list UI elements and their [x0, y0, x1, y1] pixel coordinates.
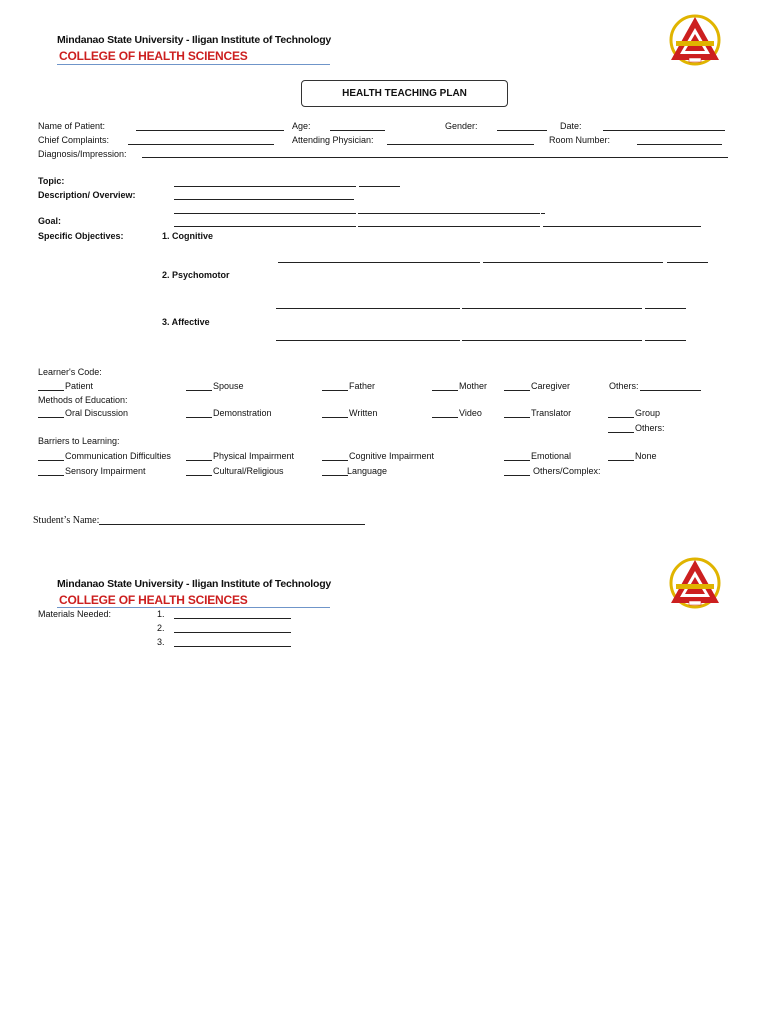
material-field-3[interactable] [174, 646, 291, 647]
header-rule-page2 [57, 607, 330, 608]
barrier-none: None [635, 451, 657, 461]
room-number-label: Room Number: [549, 135, 611, 145]
demonstration-checkline[interactable] [186, 417, 212, 418]
learner-option-caregiver: Caregiver [531, 381, 571, 391]
psychomotor-field-2[interactable] [462, 308, 642, 309]
date-label: Date: [560, 121, 582, 131]
chief-complaints-label: Chief Complaints: [38, 135, 110, 145]
method-others-checkline[interactable] [608, 432, 634, 433]
method-written: Written [349, 408, 378, 418]
material-item-number: 3. [157, 637, 165, 647]
material-item-number: 2. [157, 623, 165, 633]
cognitive-field-3[interactable] [667, 262, 708, 263]
description-label: Description/ Overview: [38, 190, 136, 200]
others-complex-checkline[interactable] [504, 475, 530, 476]
barrier-physical: Physical Impairment [213, 451, 295, 461]
cultural-checkline[interactable] [186, 475, 212, 476]
emotional-checkline[interactable] [504, 460, 530, 461]
psychomotor-field[interactable] [276, 308, 460, 309]
learner-others-field[interactable] [640, 390, 701, 391]
barrier-emotional: Emotional [531, 451, 572, 461]
barrier-language: Language [347, 466, 388, 476]
father-checkline[interactable] [322, 390, 348, 391]
goal-field-3[interactable] [543, 226, 701, 227]
oral-discussion-checkline[interactable] [38, 417, 64, 418]
college-name: COLLEGE OF HEALTH SCIENCES [59, 49, 248, 63]
attending-physician-field[interactable] [387, 144, 534, 145]
method-oral-discussion: Oral Discussion [65, 408, 129, 418]
description-field-2[interactable] [174, 213, 356, 214]
psychomotor-field-3[interactable] [645, 308, 686, 309]
date-field[interactable] [603, 130, 725, 131]
mother-checkline[interactable] [432, 390, 458, 391]
diagnosis-field[interactable] [142, 157, 728, 158]
university-logo-icon [667, 14, 723, 66]
university-name-page2: Mindanao State University - Iligan Institute of Technology [57, 578, 332, 590]
goal-field-2[interactable] [358, 226, 540, 227]
affective-field-3[interactable] [645, 340, 686, 341]
cognitive-field-2[interactable] [483, 262, 663, 263]
barriers-heading: Barriers to Learning: [38, 436, 120, 446]
header-rule [57, 64, 330, 65]
translator-checkline[interactable] [504, 417, 530, 418]
language-checkline[interactable] [322, 475, 348, 476]
barrier-others-complex: Others/Complex: [533, 466, 601, 476]
goal-label: Goal: [38, 216, 62, 226]
topic-label: Topic: [38, 176, 65, 186]
method-others: Others: [635, 423, 665, 433]
objective-cognitive-label: 1. Cognitive [162, 231, 214, 241]
topic-field-continued[interactable] [359, 186, 400, 187]
objective-psychomotor-label: 2. Psychomotor [162, 270, 230, 280]
university-logo-icon-page2 [667, 557, 723, 609]
learner-option-others: Others: [609, 381, 639, 391]
name-of-patient-field[interactable] [136, 130, 284, 131]
cognitive-field[interactable] [278, 262, 480, 263]
methods-heading: Methods of Education: [38, 395, 128, 405]
chief-complaints-field[interactable] [128, 144, 274, 145]
description-field[interactable] [174, 199, 354, 200]
method-translator: Translator [531, 408, 572, 418]
room-number-field[interactable] [637, 144, 722, 145]
diagnosis-label: Diagnosis/Impression: [38, 149, 127, 159]
affective-field-2[interactable] [462, 340, 642, 341]
barrier-cognitive: Cognitive Impairment [349, 451, 435, 461]
method-demonstration: Demonstration [213, 408, 272, 418]
age-field[interactable] [330, 130, 385, 131]
barrier-sensory: Sensory Impairment [65, 466, 146, 476]
sensory-checkline[interactable] [38, 475, 64, 476]
description-field-4[interactable] [541, 213, 545, 214]
affective-field[interactable] [276, 340, 460, 341]
video-checkline[interactable] [432, 417, 458, 418]
material-field-1[interactable] [174, 618, 291, 619]
materials-needed-label: Materials Needed: [38, 609, 112, 619]
patient-checkline[interactable] [38, 390, 64, 391]
learner-option-father: Father [349, 381, 376, 391]
form-title: HEALTH TEACHING PLAN [342, 88, 467, 99]
material-item-number: 1. [157, 609, 165, 619]
topic-field[interactable] [174, 186, 356, 187]
method-video: Video [459, 408, 482, 418]
spouse-checkline[interactable] [186, 390, 212, 391]
gender-field[interactable] [497, 130, 547, 131]
barrier-communication: Communication Difficulties [65, 451, 171, 461]
physical-checkline[interactable] [186, 460, 212, 461]
student-name-field[interactable] [99, 524, 365, 525]
caregiver-checkline[interactable] [504, 390, 530, 391]
university-name: Mindanao State University - Iligan Institute of Technology [57, 34, 332, 46]
cognitive-impairment-checkline[interactable] [322, 460, 348, 461]
learner-option-mother: Mother [459, 381, 488, 391]
method-group: Group [635, 408, 661, 418]
name-of-patient-label: Name of Patient: [38, 121, 106, 131]
written-checkline[interactable] [322, 417, 348, 418]
attending-physician-label: Attending Physician: [292, 135, 374, 145]
age-label: Age: [292, 121, 311, 131]
gender-label: Gender: [445, 121, 478, 131]
material-field-2[interactable] [174, 632, 291, 633]
goal-field[interactable] [174, 226, 356, 227]
specific-objectives-label: Specific Objectives: [38, 231, 124, 241]
student-name-label: Student’s Name: [33, 515, 100, 526]
description-field-3[interactable] [358, 213, 540, 214]
learner-option-spouse: Spouse [213, 381, 244, 391]
group-checkline[interactable] [608, 417, 634, 418]
learners-code-heading: Learner's Code: [38, 367, 102, 377]
objective-affective-label: 3. Affective [162, 317, 210, 327]
learner-option-patient: Patient [65, 381, 94, 391]
form-title-box [301, 80, 508, 107]
none-checkline[interactable] [608, 460, 634, 461]
barrier-cultural: Cultural/Religious [213, 466, 284, 476]
communication-checkline[interactable] [38, 460, 64, 461]
college-name-page2: COLLEGE OF HEALTH SCIENCES [59, 593, 248, 607]
